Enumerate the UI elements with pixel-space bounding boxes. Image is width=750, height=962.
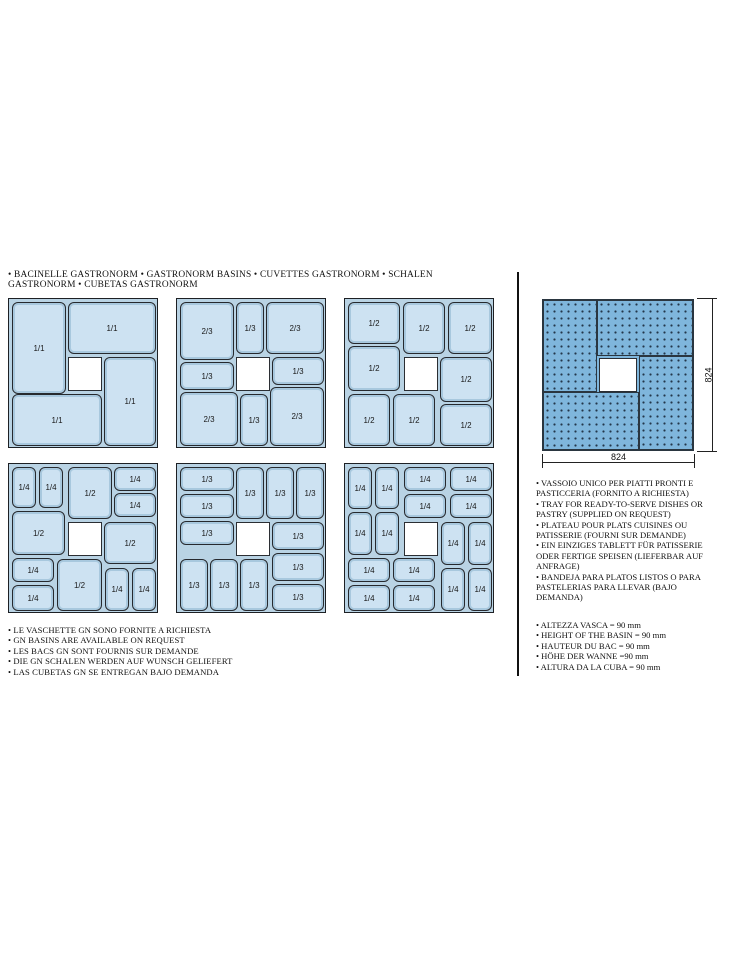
bin: 1/3	[180, 559, 208, 611]
bin: 1/2	[348, 302, 400, 344]
bin: 1/3	[272, 553, 324, 581]
note-line: PASTRY (SUPPLIED ON REQUEST)	[536, 509, 671, 520]
bin: 1/3	[266, 467, 294, 519]
note-line: • EIN EINZIGES TABLETT FÜR PATISSERIE	[536, 540, 703, 551]
bin: 1/1	[104, 357, 156, 446]
bin: 2/3	[270, 387, 324, 446]
bin: 1/4	[348, 467, 372, 509]
header-title-line1: • BACINELLE GASTRONORM • GASTRONORM BASINS • CUVETTES GASTRONORM • SCHALEN	[8, 270, 433, 280]
center-hole	[404, 522, 438, 556]
bin: 1/3	[272, 357, 324, 385]
note-line: • ALTURA DA LA CUBA = 90 mm	[536, 661, 661, 672]
vertical-divider	[517, 272, 519, 676]
center-hole	[236, 357, 270, 391]
bin: 1/2	[403, 302, 445, 354]
note-line: ANFRAGE)	[536, 561, 580, 572]
bin: 1/3	[296, 467, 324, 519]
note-line: • HÖHE DER WANNE =90 mm	[536, 651, 649, 662]
bin: 1/4	[393, 558, 435, 582]
bin: 1/1	[12, 394, 102, 446]
note-line: PASTICCERIA (FORNITO A RICHIESTA)	[536, 488, 689, 499]
bin: 1/4	[12, 467, 36, 508]
dim-tick	[697, 451, 717, 452]
tray-section	[639, 356, 693, 450]
tray-section	[543, 392, 639, 450]
bin: 1/4	[393, 585, 435, 611]
tray-notes	[536, 478, 703, 603]
note-line: • DIE GN SCHALEN WERDEN AUF WUNSCH GELIEFERT	[8, 656, 233, 667]
bin: 1/2	[104, 522, 156, 564]
bin: 1/2	[440, 404, 492, 446]
bin: 1/4	[441, 568, 465, 611]
note-line: • LE VASCHETTE GN SONO FORNITE A RICHIESTA	[8, 625, 212, 635]
bin: 1/4	[132, 568, 156, 611]
note-line: • HAUTEUR DU BAC = 90 mm	[536, 640, 650, 651]
bin: 1/4	[468, 568, 492, 611]
bin: 2/3	[180, 392, 238, 446]
note-line: • TRAY FOR READY-TO-SERVE DISHES OR	[536, 498, 703, 509]
dim-width-label: 824	[611, 452, 627, 462]
bin: 1/4	[348, 558, 390, 582]
bin: 1/3	[236, 302, 264, 354]
height-notes	[536, 620, 666, 672]
bin: 1/3	[240, 394, 268, 446]
dim-horizontal-line	[542, 462, 695, 463]
tray-section	[597, 300, 693, 356]
note-line: • PLATEAU POUR PLATS CUISINES OU	[536, 519, 688, 530]
bin: 1/2	[393, 394, 435, 446]
bin: 1/1	[68, 302, 156, 354]
bin: 1/2	[348, 394, 390, 446]
bin: 1/3	[180, 521, 234, 545]
panel-2-thirds	[176, 298, 326, 448]
note-line: • ALTEZZA VASCA = 90 mm	[536, 620, 641, 630]
header-title	[8, 270, 448, 290]
panel-5-thirds	[176, 463, 326, 613]
bin: 1/4	[12, 585, 54, 611]
bin: 1/3	[180, 362, 234, 390]
center-hole	[68, 522, 102, 556]
note-line: • LAS CUBETAS GN SE ENTREGAN BAJO DEMANDA	[8, 666, 220, 677]
bin: 1/4	[114, 467, 156, 491]
bin: 1/3	[210, 559, 238, 611]
dim-tick	[697, 298, 717, 299]
bin: 1/4	[348, 585, 390, 611]
center-hole	[404, 357, 438, 391]
bin: 1/3	[180, 494, 234, 518]
bin: 1/4	[375, 467, 399, 509]
header-title-line2: GASTRONORM • CUBETAS GASTRONORM	[8, 280, 198, 290]
bin: 1/4	[441, 522, 465, 565]
bin: 1/4	[450, 467, 492, 491]
note-line: • HEIGHT OF THE BASIN = 90 mm	[536, 630, 667, 641]
bin: 1/3	[236, 467, 264, 519]
bin: 2/3	[266, 302, 324, 354]
note-line: PASTELERIAS PARA LLEVAR (BAJO	[536, 582, 677, 593]
center-hole	[68, 357, 102, 391]
bin: 1/4	[468, 522, 492, 565]
bin: 1/4	[114, 493, 156, 517]
panel-1-full	[8, 298, 158, 448]
panel-3-halves	[344, 298, 494, 448]
note-line: DEMANDA)	[536, 592, 583, 603]
bin: 1/2	[68, 467, 112, 519]
bin: 1/4	[105, 568, 129, 611]
center-hole	[236, 522, 270, 556]
bin: 1/3	[240, 559, 268, 611]
center-hole	[599, 358, 637, 392]
bin: 1/4	[375, 512, 399, 555]
bin: 1/2	[348, 346, 400, 391]
note-line: • LES BACS GN SONT FOURNIS SUR DEMANDE	[8, 645, 199, 656]
note-line: • VASSOIO UNICO PER PIATTI PRONTI E	[536, 478, 694, 488]
bin: 1/3	[272, 522, 324, 550]
dim-height-label: 824	[703, 367, 714, 383]
note-line: PATISSERIE (FOURNI SUR DEMANDE)	[536, 530, 686, 541]
bin: 1/3	[180, 467, 234, 491]
tray-section	[543, 300, 597, 392]
bin: 1/4	[39, 467, 63, 508]
bin: 1/2	[57, 559, 102, 611]
panel-6-quarters	[344, 463, 494, 613]
bin: 2/3	[180, 302, 234, 360]
note-line: ODER FERTIGE SPEISEN (LIEFERBAR AUF	[536, 550, 704, 561]
note-line: • BANDEJA PARA PLATOS LISTOS O PARA	[536, 571, 701, 582]
bin: 1/2	[12, 511, 65, 555]
note-line: • GN BASINS ARE AVAILABLE ON REQUEST	[8, 635, 185, 646]
bin: 1/2	[448, 302, 492, 354]
single-tray	[542, 299, 694, 451]
bin: 1/4	[404, 494, 446, 518]
panel-4-mixed	[8, 463, 158, 613]
bin: 1/4	[12, 558, 54, 582]
bin: 1/4	[404, 467, 446, 491]
bin: 1/2	[440, 357, 492, 402]
bin: 1/3	[272, 584, 324, 611]
dim-tick	[694, 454, 695, 468]
basin-availability-notes	[8, 625, 233, 677]
bin: 1/4	[450, 494, 492, 518]
dim-tick	[542, 454, 543, 468]
bin: 1/4	[348, 512, 372, 555]
bin: 1/1	[12, 302, 66, 394]
